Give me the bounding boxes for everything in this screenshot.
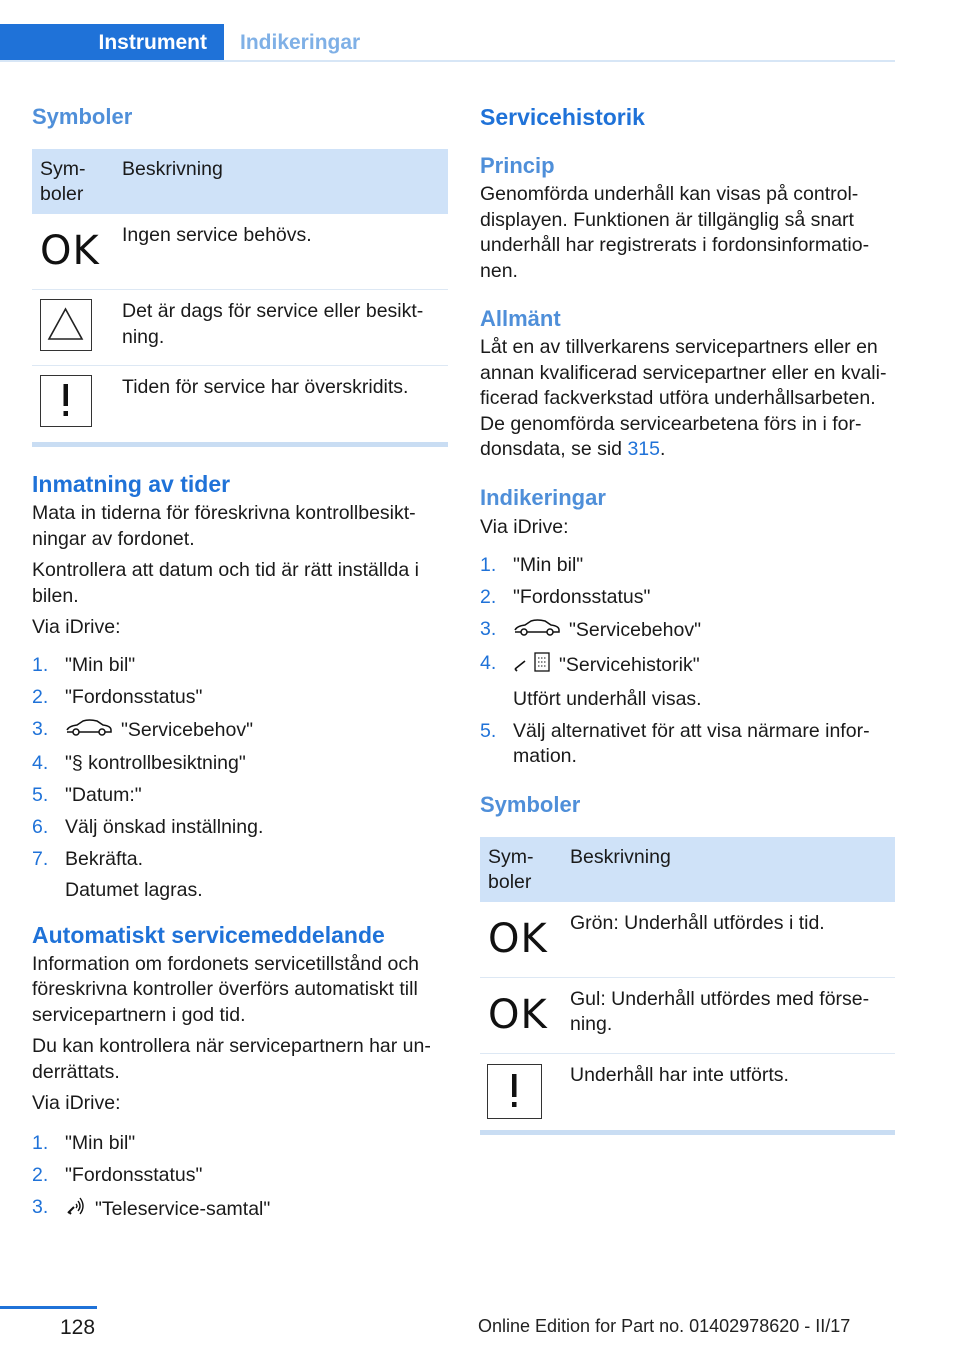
list-item: 3. "Servicebehov" xyxy=(480,617,895,645)
ok-symbol-icon: OK xyxy=(40,228,100,274)
list-item: 4. "§ kontrollbesiktning" xyxy=(32,751,246,774)
indications-heading: Indikeringar xyxy=(480,484,606,510)
table-row xyxy=(480,978,895,1054)
page-header xyxy=(0,0,895,62)
phone-signal-icon xyxy=(65,1195,87,1225)
input-paragraph-1: Mata in tiderna för föreskrivna kontrollbesikt‐ ningar av fordonet. xyxy=(32,502,416,550)
history-heading: Servicehistorik xyxy=(480,104,645,130)
table-end-rule xyxy=(480,1130,895,1135)
service-history-icon xyxy=(513,651,551,681)
indications-via: Via iDrive: xyxy=(480,515,569,538)
table-row xyxy=(32,290,448,366)
table-row xyxy=(480,1054,895,1130)
warning-triangle-icon xyxy=(40,299,92,351)
general-paragraph: Låt en av tillverkarens servicepartners eller en annan kvalificerad servicepartner eller en kvali‐ ficerad fackverkstad utföra underhållsarbeten. De genomförda servicearbetena förs in i for‐ donsdata, se sid 315. xyxy=(480,336,887,460)
auto-heading: Automatiskt servicemeddelande xyxy=(32,921,385,948)
row-text: Underhåll har inte utförts. xyxy=(570,1063,789,1086)
list-item: 1. "Min bil" xyxy=(32,653,136,676)
row-text: Ingen service behövs. xyxy=(122,224,312,246)
input-heading: Inmatning av tider xyxy=(32,471,231,497)
exclamation-icon xyxy=(40,375,92,427)
table-header xyxy=(32,149,448,214)
step-result: Utfört underhåll visas. xyxy=(513,687,702,710)
list-item: 5. Välj alternativet för att visa närmare infor‐ mation. xyxy=(480,719,870,767)
list-item: 5. "Datum:" xyxy=(32,783,142,806)
auto-paragraph-2: Du kan kontrollera när servicepartnern har un‐ derrättats. xyxy=(32,1035,431,1083)
ok-symbol-icon: OK xyxy=(488,991,548,1038)
tab-indikeringar[interactable]: Indikeringar xyxy=(240,31,361,54)
list-item: 7. Bekräfta. Datumet lagras. xyxy=(32,847,448,904)
symbols-heading: Symboler xyxy=(32,104,133,129)
input-steps xyxy=(32,653,448,904)
auto-paragraph-1: Information om fordonets servicetillstånd och föreskrivna kontroller överförs automatiskt till servicepartnern i god tid. xyxy=(32,952,419,1026)
car-icon xyxy=(65,717,113,745)
symbols-heading: Symboler xyxy=(480,791,581,817)
table-end-rule xyxy=(32,442,448,447)
input-paragraph-2: Kontrollera att datum och tid är rätt inställda i bilen. xyxy=(32,559,419,607)
header-rule xyxy=(0,60,895,62)
row-text: Grön: Underhåll utfördes i tid. xyxy=(570,911,825,934)
list-item: 1. "Min bil" xyxy=(32,1131,136,1154)
table-header xyxy=(480,837,895,902)
list-item: 3. "Servicebehov" xyxy=(32,717,448,745)
indications-steps xyxy=(480,553,895,770)
row-text: Tiden för service har överskridits. xyxy=(122,376,409,398)
auto-via: Via iDrive: xyxy=(32,1092,121,1114)
table-row xyxy=(480,902,895,978)
input-via: Via iDrive: xyxy=(32,616,121,638)
table-row xyxy=(32,214,448,290)
auto-steps xyxy=(32,1131,448,1225)
page-link[interactable]: 315 xyxy=(627,438,660,460)
ok-symbol-icon: OK xyxy=(488,915,548,962)
list-item: 1. "Min bil" xyxy=(480,554,584,576)
col-description-header: Beskrivning xyxy=(570,845,671,868)
list-item: 6. Välj önskad inställning. xyxy=(32,815,264,838)
exclamation-icon xyxy=(487,1064,542,1119)
row-text: Gul: Underhåll utfördes med förse‐ ning. xyxy=(570,987,870,1035)
footer-rule xyxy=(0,1306,97,1309)
list-item: 2. "Fordonsstatus" xyxy=(32,685,203,708)
page-number: 128 xyxy=(60,1316,96,1339)
symbols-table xyxy=(480,837,895,1135)
symbols-table xyxy=(32,149,448,447)
car-icon xyxy=(513,617,561,645)
col-symbols-header: Sym‐ boler xyxy=(40,158,86,205)
list-item: 4. "Servicehistorik" Utfört underhåll visas. xyxy=(480,651,895,712)
list-item: 2. "Fordonsstatus" xyxy=(480,586,651,608)
col-symbols-header: Sym‐ boler xyxy=(488,845,534,893)
edition-text: Online Edition for Part no. 01402978620 - II/17 xyxy=(478,1316,851,1336)
tab-instrument[interactable]: Instrument xyxy=(0,24,224,62)
right-column xyxy=(480,96,895,1135)
left-column xyxy=(32,96,448,1231)
col-description-header: Beskrivning xyxy=(122,158,223,180)
list-item: 2. "Fordonsstatus" xyxy=(32,1163,203,1186)
step-result: Datumet lagras. xyxy=(65,879,203,901)
list-item: 3. "Teleservice-samtal" xyxy=(32,1195,448,1225)
principle-heading: Princip xyxy=(480,153,555,178)
general-heading: Allmänt xyxy=(480,306,561,331)
principle-paragraph: Genomförda underhåll kan visas på control‐ displayen. Funktionen är tillgänglig så snart underhåll har registrerats i fordonsinformatio‐ nen. xyxy=(480,183,870,282)
table-row xyxy=(32,366,448,442)
row-text: Det är dags för service eller besikt‐ ning. xyxy=(122,300,424,348)
